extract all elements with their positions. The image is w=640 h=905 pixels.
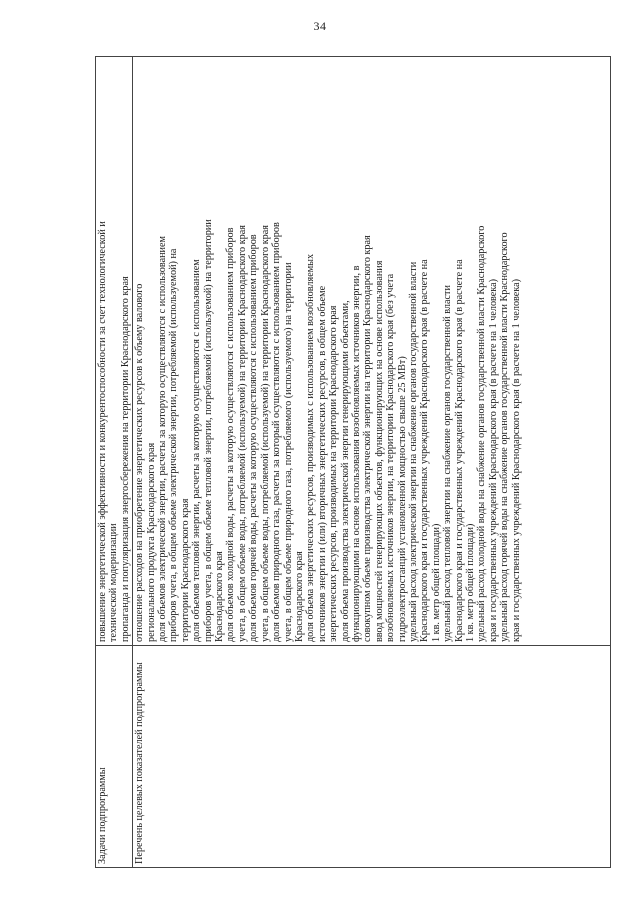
- text-line: отношение расходов на приобретение энергетических ресурсов к объему валового: [134, 283, 146, 642]
- row-label-tasks: [96, 646, 133, 868]
- text-line: Краснодарского края: [214, 551, 226, 642]
- text-line: возобновляемых источников энергии, на территории Краснодарского края (без учета: [385, 273, 397, 642]
- row-label-indicators: [133, 646, 611, 868]
- text-line: удельный расход холодной воды на снабжение органов государственной власти Краснодарского: [476, 225, 488, 642]
- text-line: доля объемов природного газа, расчеты за который осуществляются с использованием приборов: [271, 222, 283, 642]
- text-line: доля объемов электрической энергии, расчеты за которую осуществляются с использованием: [157, 236, 169, 642]
- text-line: 1 кв. метр общей площади): [430, 523, 442, 642]
- text-line: источников энергии и (или) вторичных энергетических ресурсов, в общем объеме: [316, 285, 328, 642]
- row-value-tasks: [96, 57, 133, 646]
- text-line: края и государственных учреждений Краснодарского края (в расчете на 1 человека): [487, 278, 499, 642]
- text-line: удельный расход горячей воды на снабжение органов государственной власти Краснодарского: [499, 232, 511, 642]
- text-line: учета, в общем объеме воды, потребляемой (используемой) на территории Краснодарского края: [259, 225, 271, 642]
- text-line: доля объема энергетических ресурсов, производимых с использованием возобновляемых: [305, 253, 317, 642]
- rotated-table-container: [95, 56, 611, 868]
- text-line: доля объема производства электрической энергии генерирующими объектами,: [339, 300, 351, 642]
- page-number: 34: [313, 19, 327, 33]
- text-line: доля объемов тепловой энергии, расчеты за которую осуществляются с использованием: [191, 259, 203, 642]
- text-line: территории Краснодарского края: [179, 498, 191, 642]
- text-line: удельный расход электрической энергии на снабжение органов государственной власти: [407, 261, 419, 642]
- text-line: ввод мощностей генерирующих объектов, функционирующих на основе использования: [373, 260, 385, 642]
- table-row-tasks: [96, 57, 133, 868]
- text-line: учета, в общем объеме природного газа, потребляемого (используемого) на территории: [282, 262, 294, 642]
- text-line: удельный расход тепловой энергии на снабжение органов государственной власти: [442, 285, 454, 642]
- text-line: повышение энергетической эффективности и конкурентоспособности за счет технологической и: [97, 221, 108, 642]
- subprogram-table: [95, 56, 611, 868]
- text-line: приборов учета, в общем объеме тепловой энергии, потребляемой (используемой) на территории: [202, 219, 214, 642]
- text-line: совокупном объеме производства электрической энергии на территории Краснодарского края: [362, 235, 374, 642]
- row-value-indicators: [133, 57, 611, 646]
- rotated-table-inner: [95, 56, 611, 868]
- text-line: Краснодарского края: [293, 551, 305, 642]
- text-line: доля объемов горячей воды, расчеты за которую осуществляются с использованием приборов: [248, 234, 260, 642]
- text-line: доля объемов холодной воды, расчеты за которую осуществляются с использованием приборов: [225, 227, 237, 642]
- table-row-indicators: [133, 57, 611, 868]
- text-line: Краснодарского края и государственных учреждений Краснодарского края (в расчете на: [419, 259, 431, 642]
- text-line: края и государственных учреждений Краснодарского края (в расчете на 1 человека): [510, 278, 522, 642]
- text-line: пропаганда и популяризация энергосбережения на территории Краснодарского края: [119, 276, 131, 642]
- text-line: приборов учета, в общем объеме электрической энергии, потребляемой (используемой) на: [168, 248, 180, 642]
- text-line: Краснодарского края и государственных учреждений Краснодарского края (в расчете на: [453, 259, 465, 642]
- text-line: 1 кв. метр общей площади): [465, 523, 476, 642]
- text-line: энергетических ресурсов, производимых на территории Краснодарского края: [328, 305, 340, 642]
- text-line: технической модернизации: [108, 523, 120, 642]
- text-line: функционирующими на основе использования возобновляемых источников энергии, в: [350, 265, 362, 642]
- row-label-text: Перечень целевых показателей подпрограммы: [134, 662, 146, 864]
- text-line: учета, в общем объеме воды, потребляемой (используемой) на территории Краснодарского края: [236, 225, 248, 642]
- text-line: регионального продукта Краснодарского края: [145, 442, 157, 642]
- row-label-text: Задачи подпрограммы: [97, 767, 108, 864]
- text-line: гидроэлектростанций установленной мощностью свыше 25 МВт): [396, 356, 408, 642]
